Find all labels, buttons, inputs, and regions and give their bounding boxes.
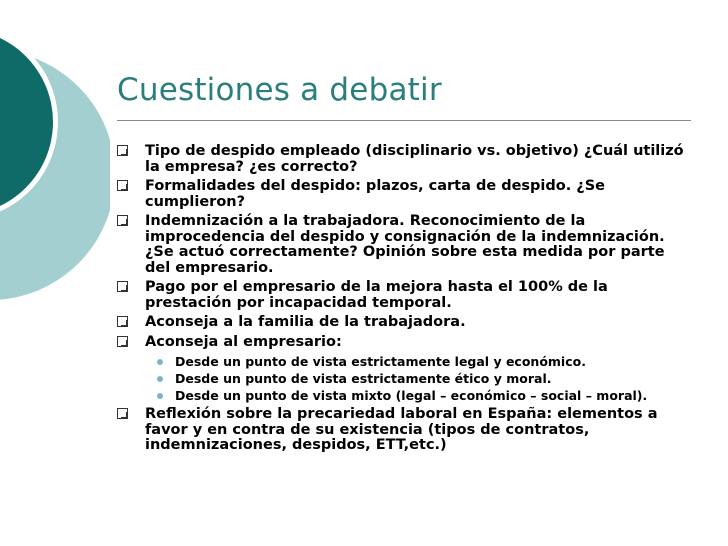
sub-bullet-list xyxy=(145,355,687,403)
checkbox-bullet-icon xyxy=(117,180,128,191)
bullet-item xyxy=(117,335,687,404)
title-divider xyxy=(117,120,691,121)
sub-bullet-item xyxy=(145,372,687,386)
bullet-text: Reflexión sobre la precariedad laboral en España: elementos a favor y en contra de su existencia (tipos de contratos, indemnizaciones, despidos, ETT,etc.) xyxy=(145,406,658,453)
bullet-text: Aconseja al empresario: xyxy=(145,333,342,350)
checkbox-bullet-icon xyxy=(117,281,128,292)
bullet-list xyxy=(117,144,687,458)
bullet-item xyxy=(117,280,687,311)
checkbox-bullet-icon xyxy=(117,215,128,226)
checkbox-bullet-icon xyxy=(117,145,128,156)
dot-bullet-icon xyxy=(157,359,163,365)
dot-bullet-icon xyxy=(157,393,163,399)
checkbox-bullet-icon xyxy=(117,316,128,327)
sub-bullet-item xyxy=(145,389,687,403)
bullet-text: Tipo de despido empleado (disciplinario vs. objetivo) ¿Cuál utilizó la empresa? ¿es correcto? xyxy=(145,143,684,175)
slide-title: Cuestiones a debatir xyxy=(117,72,442,108)
bullet-item xyxy=(117,214,687,276)
bullet-text: Pago por el empresario de la mejora hasta el 100% de la prestación por incapacidad temporal. xyxy=(145,279,608,311)
bullet-text: Formalidades del despido: plazos, carta de despido. ¿Se cumplieron? xyxy=(145,178,605,210)
sub-bullet-text: Desde un punto de vista mixto (legal – económico – social – moral). xyxy=(175,388,648,403)
dot-bullet-icon xyxy=(157,376,163,382)
decorative-circles xyxy=(0,0,110,330)
sub-bullet-item xyxy=(145,355,687,369)
bullet-item xyxy=(117,179,687,210)
sub-bullet-text: Desde un punto de vista estrictamente legal y económico. xyxy=(175,354,586,369)
checkbox-bullet-icon xyxy=(117,408,128,419)
sub-bullet-text: Desde un punto de vista estrictamente ético y moral. xyxy=(175,371,552,386)
bullet-item xyxy=(117,407,687,454)
bullet-item xyxy=(117,144,687,175)
bullet-text: Aconseja a la familia de la trabajadora. xyxy=(145,314,466,330)
bullet-item xyxy=(117,315,687,331)
bullet-text: Indemnización a la trabajadora. Reconocimiento de la improcedencia del despido y consignación de la indemnización. ¿Se actuó correctamente? Opinión sobre esta medida por parte del empresario. xyxy=(145,213,665,276)
checkbox-bullet-icon xyxy=(117,336,128,347)
